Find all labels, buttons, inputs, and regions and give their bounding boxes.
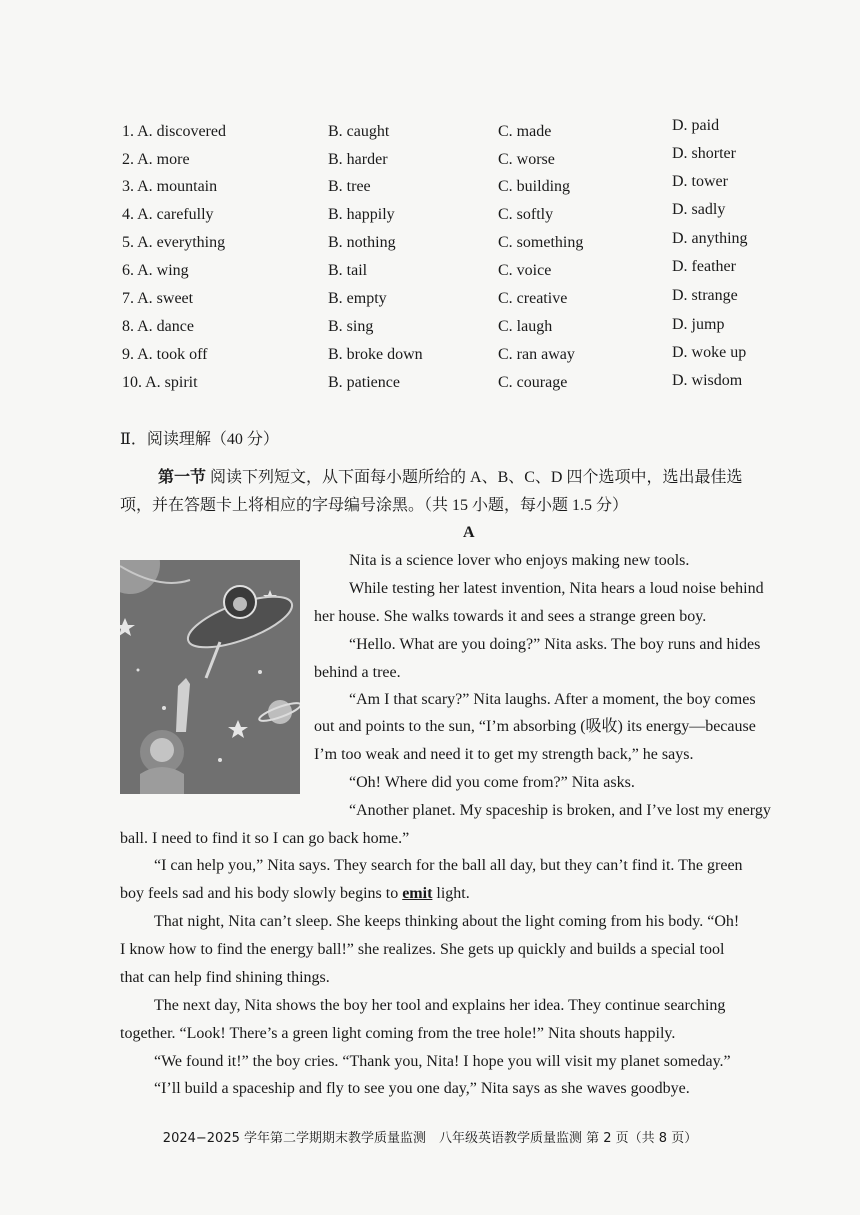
section-heading: Ⅱ．阅读理解（40 分） — [120, 431, 279, 448]
option-c: C. softly — [498, 206, 554, 223]
option-d: D. sadly — [672, 201, 726, 218]
option-a: 6. A. wing — [122, 262, 189, 279]
option-a: 4. A. carefully — [122, 206, 214, 223]
page-footer: 2024−2025 学年第二学期期末教学质量监测 八年级英语教学质量监测 第 2 页（共 8 页） — [162, 1131, 698, 1146]
instruction-text-1: 阅读下列短文，从下面每小题所给的 A、B、C、D 四个选项中，选出最佳选 — [206, 469, 743, 486]
option-b: B. patience — [328, 374, 400, 391]
option-c: C. worse — [498, 151, 555, 168]
option-row — [0, 173, 860, 202]
option-a: 1. A. discovered — [122, 123, 226, 140]
option-row — [0, 230, 860, 258]
option-row — [0, 318, 860, 342]
passage-line: that can help find shining things. — [120, 969, 330, 986]
option-b: B. nothing — [328, 234, 396, 251]
option-row — [0, 117, 860, 147]
option-b: B. broke down — [328, 346, 423, 363]
passage-line: “I’ll build a spaceship and fly to see you one day,” Nita says as she waves goodbye. — [154, 1080, 690, 1097]
option-d: D. anything — [672, 230, 748, 247]
passage-line: Nita is a science lover who enjoys making new tools. — [349, 552, 690, 569]
passage-line: together. “Look! There’s a green light coming from the tree hole!” Nita shouts happily. — [120, 1025, 676, 1042]
passage-line: “Oh! Where did you come from?” Nita asks. — [349, 774, 635, 791]
option-a: 3. A. mountain — [122, 178, 218, 195]
option-a: 2. A. more — [122, 151, 190, 168]
passage-line: That night, Nita can’t sleep. She keeps thinking about the light coming from his body. “Oh! — [154, 913, 740, 930]
option-row — [0, 145, 860, 175]
option-row — [0, 287, 860, 314]
option-d: D. woke up — [672, 344, 747, 361]
option-d: D. tower — [672, 173, 728, 190]
option-b: B. happily — [328, 206, 395, 223]
passage-line: out and points to the sun, “I’m absorbing (吸收) its energy—because — [314, 718, 756, 735]
option-a: 5. A. everything — [122, 234, 226, 251]
option-c: C. building — [498, 178, 571, 195]
passage-text: light. — [432, 885, 470, 902]
passage-letter: A — [463, 524, 475, 541]
option-c: C. voice — [498, 262, 552, 279]
option-b: B. caught — [328, 123, 390, 140]
option-b: B. tail — [328, 262, 368, 279]
option-row — [0, 258, 860, 286]
passage-line: The next day, Nita shows the boy her tool and explains her idea. They continue searching — [154, 997, 726, 1014]
vocab-word-emit: emit — [402, 885, 433, 902]
option-b: B. empty — [328, 290, 387, 307]
passage-line: “Hello. What are you doing?” Nita asks. The boy runs and hides — [349, 636, 761, 653]
option-a: 8. A. dance — [122, 318, 194, 335]
instruction-label: 第一节 — [158, 469, 207, 486]
option-a: 9. A. took off — [122, 346, 208, 363]
space-illustration — [120, 560, 300, 794]
option-a: 7. A. sweet — [122, 290, 194, 307]
option-a: 10. A. spirit — [122, 374, 198, 391]
option-c: C. laugh — [498, 318, 553, 335]
passage-line: I know how to find the energy ball!” she realizes. She gets up quickly and builds a special tool — [120, 941, 725, 958]
passage-line — [120, 886, 470, 902]
option-row — [0, 346, 860, 370]
passage-text: boy feels sad and his body slowly begins to — [120, 885, 403, 902]
instruction-line-1 — [158, 464, 742, 487]
passage-line: I’m too weak and need it to get my strength back,” he says. — [314, 746, 694, 763]
passage-line: behind a tree. — [314, 664, 401, 681]
option-c: C. courage — [498, 374, 568, 391]
option-c: C. ran away — [498, 346, 575, 363]
option-c: C. made — [498, 123, 552, 140]
option-b: B. tree — [328, 178, 371, 195]
option-b: B. sing — [328, 318, 374, 335]
option-c: C. creative — [498, 290, 568, 307]
option-d: D. feather — [672, 258, 736, 275]
option-row — [0, 201, 860, 230]
option-d: D. wisdom — [672, 372, 743, 389]
instruction-line-2: 项，并在答题卡上将相应的字母编号涂黑。（共 15 小题，每小题 1.5 分） — [120, 497, 629, 514]
passage-line: ball. I need to find it so I can go back home.” — [120, 830, 410, 847]
option-d: D. shorter — [672, 145, 736, 162]
option-row — [0, 374, 860, 398]
passage-line: “We found it!” the boy cries. “Thank you, Nita! I hope you will visit my planet someday.” — [154, 1053, 731, 1070]
option-c: C. something — [498, 234, 584, 251]
option-d: D. strange — [672, 287, 738, 304]
illustration-art — [120, 560, 300, 794]
passage-line: While testing her latest invention, Nita hears a loud noise behind — [349, 580, 764, 597]
passage-line: her house. She walks towards it and sees a strange green boy. — [314, 608, 707, 625]
passage-line: “Am I that scary?” Nita laughs. After a moment, the boy comes — [349, 691, 756, 708]
option-d: D. paid — [672, 117, 720, 134]
option-b: B. harder — [328, 151, 388, 168]
passage-line: “Another planet. My spaceship is broken, and I’ve lost my energy — [349, 802, 771, 819]
option-d: D. jump — [672, 316, 725, 333]
passage-line: “I can help you,” Nita says. They search for the ball all day, but they can’t find it. The green — [154, 857, 743, 874]
